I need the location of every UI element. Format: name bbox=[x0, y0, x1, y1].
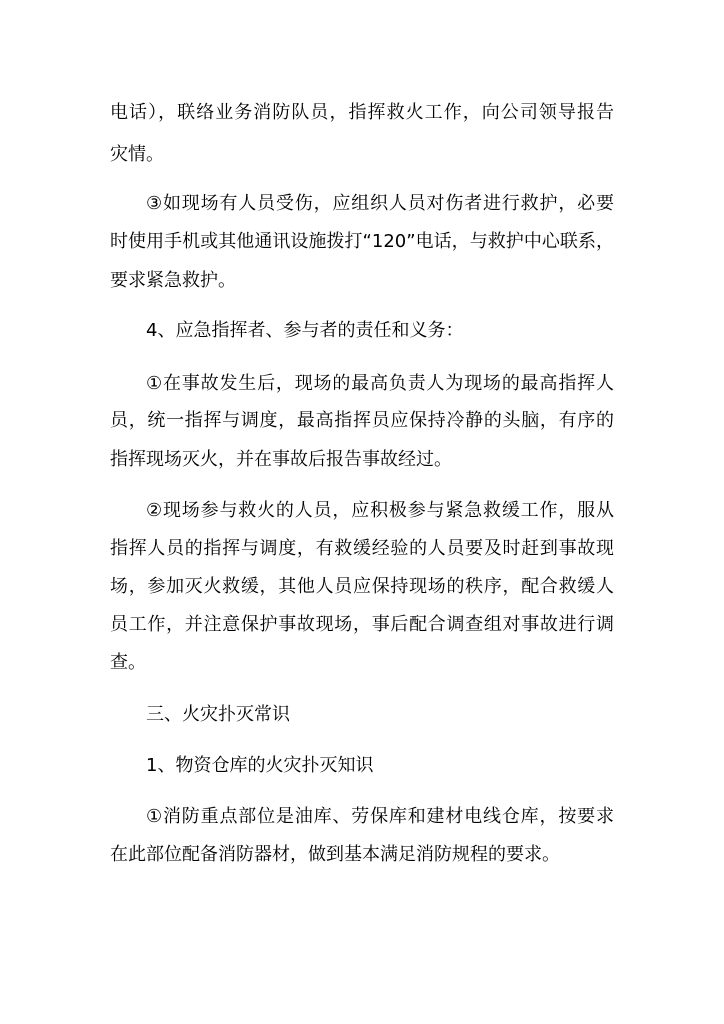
subsection-heading: 1、物资仓库的火灾扑灭知识 bbox=[146, 755, 374, 776]
section-heading: 三、火灾扑灭常识 bbox=[146, 704, 290, 725]
paragraph-line: 时使用手机或其他通讯设施拨打“120”电话，与救护中心联系， bbox=[110, 231, 614, 252]
paragraph-line: ②现场参与救火的人员，应积极参与紧急救缓工作，服从 bbox=[146, 500, 614, 521]
paragraph-line: ①消防重点部位是油库、劳保库和建材电线仓库，按要求 bbox=[146, 806, 614, 827]
paragraph-line: ③如现场有人员受伤，应组织人员对伤者进行救护，必要 bbox=[146, 193, 614, 214]
paragraph-line: 指挥现场灭火，并在事故后报告事故经过。 bbox=[110, 449, 452, 470]
paragraph-line: 员工作，并注意保护事故现场，事后配合调查组对事故进行调 bbox=[110, 614, 614, 635]
section-heading: 4、应急指挥者、参与者的责任和义务： bbox=[146, 320, 464, 341]
paragraph-line: ①在事故发生后，现场的最高负责人为现场的最高指挥人 bbox=[146, 373, 614, 394]
paragraph-line: 员，统一指挥与调度，最高指挥员应保持冷静的头脑，有序的 bbox=[110, 410, 614, 431]
paragraph-line: 灾情。 bbox=[110, 144, 164, 165]
paragraph-line: 电话），联络业务消防队员，指挥救火工作，向公司领导报告 bbox=[110, 102, 614, 123]
paragraph-line: 要求紧急救护。 bbox=[110, 270, 236, 291]
paragraph-line: 指挥人员的指挥与调度，有救缓经验的人员要及时赶到事故现 bbox=[110, 538, 614, 559]
paragraph-line: 场，参加灭火救缓，其他人员应保持现场的秩序，配合救缓人 bbox=[110, 576, 614, 597]
paragraph-line: 在此部位配备消防器材，做到基本满足消防规程的要求。 bbox=[110, 844, 560, 865]
paragraph-line: 查。 bbox=[110, 652, 146, 673]
